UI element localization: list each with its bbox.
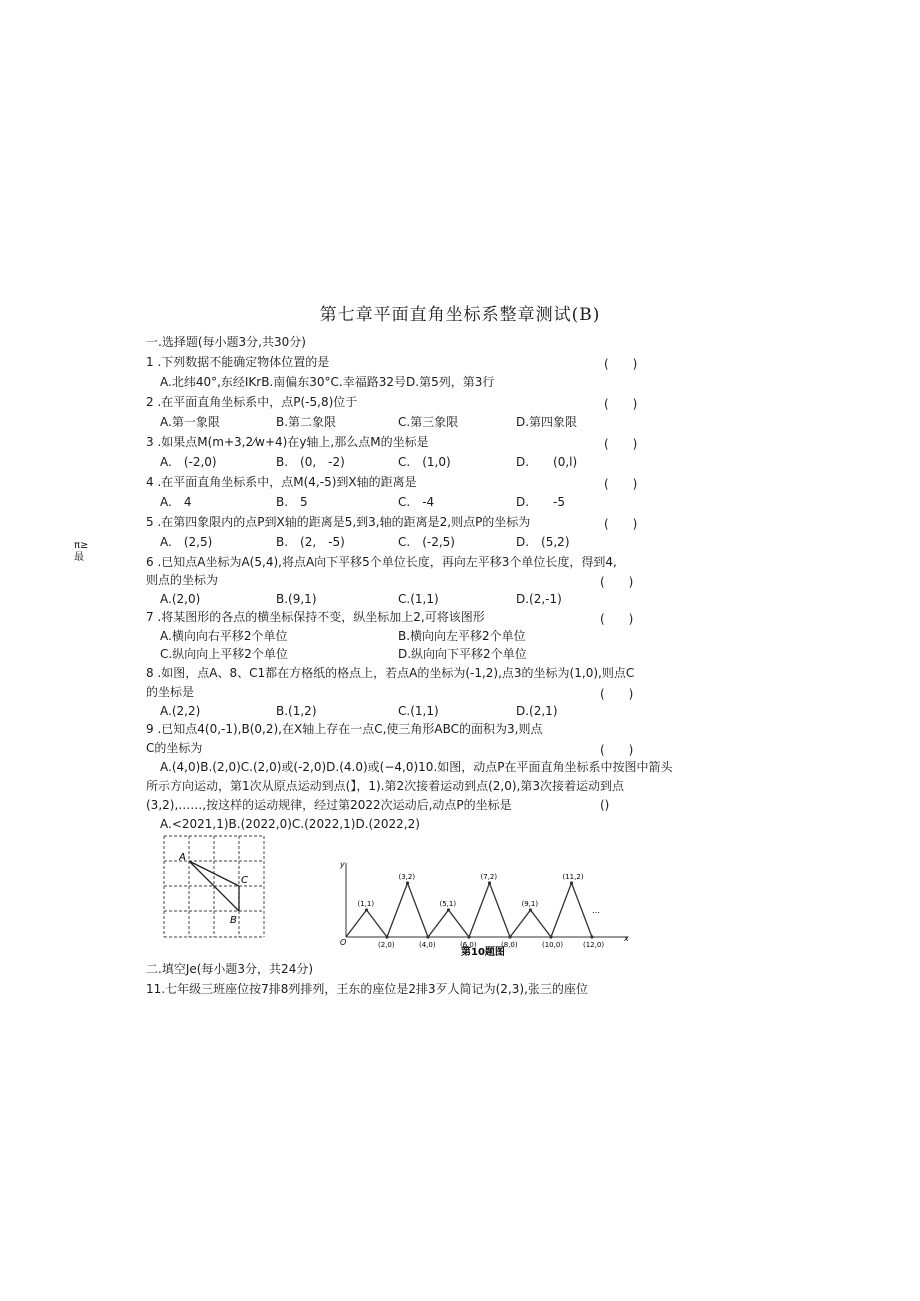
question-text-line: 所示方向运动，第1次从原点运动到点(】，1).第2次接着运动到点(2,0),第3次接着运动到点 <box>146 779 624 793</box>
peak-label: (1,1) <box>357 900 375 908</box>
option-b: B. (0, -2) <box>276 455 345 469</box>
section-heading: 二.填空Je(每小题3分，共24分) <box>146 962 314 976</box>
peak-label: (3,2) <box>398 873 416 881</box>
option-c: C. (-2,5) <box>398 535 455 549</box>
option-d: D. (0,l) <box>516 455 578 469</box>
path-point <box>529 908 532 911</box>
base-label: (10,0) <box>542 941 564 949</box>
question-stem: 7 .将某图形的各点的横坐标保持不变，纵坐标加上2,可将该图形 <box>146 610 485 624</box>
path-point <box>467 935 470 938</box>
option-d: D. -5 <box>516 495 566 509</box>
option-a: A.(2,2) <box>160 704 201 718</box>
option-c: C.(1,1) <box>398 704 439 718</box>
x-axis-label: x <box>624 934 629 943</box>
option-b: B.(9,1) <box>276 592 317 606</box>
answer-blank: ( ) <box>604 397 638 411</box>
option-c: C.纵向向上平移2个单位 <box>160 647 288 661</box>
option-d: D.(2,-1) <box>516 592 562 606</box>
path-point <box>406 881 409 884</box>
question-stem: 9 .已知点4(0,-1),B(0,2),在X轴上存在一点C,使三角形ABC的面积为3,则点 <box>146 722 543 736</box>
label-a: A <box>179 852 186 863</box>
path-point <box>488 881 491 884</box>
option-c: C.(1,1) <box>398 592 439 606</box>
answer-blank: ( ) <box>600 743 634 757</box>
base-label: (4,0) <box>419 941 436 949</box>
path-point <box>426 935 429 938</box>
question-stem: 1 .下列数据不能确定物体位置的是 <box>146 355 330 369</box>
base-label: (12,0) <box>583 941 605 949</box>
question-options: A.北纬40°,东经IKrB.南偏东30°C.幸福路32号D.第5列，第3行 <box>160 375 495 389</box>
figure-caption: 第10题图 <box>461 947 505 958</box>
question-text-line: A.(4,0)B.(2,0)C.(2,0)或(-2,0)D.(4.0)或(−4,0)10.如图，动点P在平面直角坐标系中按图中箭头 <box>160 760 673 774</box>
option-a: A. (-2,0) <box>160 455 217 469</box>
grid-figure <box>160 833 272 941</box>
answer-blank: ( ) <box>604 437 638 451</box>
option-a: A.第一象限 <box>160 415 220 429</box>
peak-label: (7,2) <box>480 873 498 881</box>
answer-blank: ( ) <box>600 575 634 589</box>
option-b: B. 5 <box>276 495 308 509</box>
question-stem-cont: 的坐标是 <box>146 685 195 699</box>
option-a: A.横向向右平移2个单位 <box>160 629 288 643</box>
option-b: B.(1,2) <box>276 704 317 718</box>
option-d: D. (5,2) <box>516 535 570 549</box>
option-a: A. 4 <box>160 495 192 509</box>
option-a: A. (2,5) <box>160 535 213 549</box>
question-stem-cont: C的坐标为 <box>146 741 203 755</box>
question-stem: 8 .如图，点A、8、C1都在方格纸的格点上，若点A的坐标为(-1,2),点3的坐标为(1,0),则点C <box>146 666 635 680</box>
path-point <box>570 881 573 884</box>
answer-blank: () <box>600 798 610 812</box>
option-b: B.第二象限 <box>276 415 337 429</box>
path-point <box>590 935 593 938</box>
peak-label: (9,1) <box>521 900 539 908</box>
ellipsis: … <box>592 906 600 915</box>
section-heading: 一.选择题(每小题3分,共30分) <box>146 335 306 349</box>
base-label: (8,0) <box>501 941 518 949</box>
option-c: C.第三象限 <box>398 415 459 429</box>
question-stem: 4 .在平面直角坐标系中，点M(4,-5)到X轴的距离是 <box>146 475 417 489</box>
answer-blank: ( ) <box>600 612 634 626</box>
y-axis-label: y <box>340 860 345 869</box>
path-point <box>508 935 511 938</box>
path-point <box>447 908 450 911</box>
paper-title: 第七章平面直角坐标系整章测试(B) <box>319 305 601 325</box>
path-point <box>385 935 388 938</box>
answer-blank: ( ) <box>604 357 638 371</box>
option-b: B. (2, -5) <box>276 535 345 549</box>
base-label: (6,0) <box>460 941 477 949</box>
question-stem: 2 .在平面直角坐标系中，点P(-5,8)位于 <box>146 395 358 409</box>
answer-blank: ( ) <box>604 477 638 491</box>
question-stem: 11.七年级三班座位按7排8列排列，王东的座位是2排3歹人简记为(2,3),张三的座位 <box>146 982 588 996</box>
option-a: A.(2,0) <box>160 592 201 606</box>
option-d: D.纵向向下平移2个单位 <box>398 647 527 661</box>
answer-blank: ( ) <box>600 687 634 701</box>
path-point <box>549 935 552 938</box>
path-point <box>365 908 368 911</box>
question-stem: 5 .在第四象限内的点P到X轴的距离是5,到3,轴的距离是2,则点P的坐标为 <box>146 515 531 529</box>
motion-path <box>346 883 592 937</box>
question-stem-cont: 则点的坐标为 <box>146 573 219 587</box>
label-c: C <box>241 875 248 886</box>
option-b: B.横向向左平移2个单位 <box>398 629 526 643</box>
side-mark: π≥ 最 <box>74 540 89 563</box>
base-label: (2,0) <box>378 941 395 949</box>
option-d: D.第四象限 <box>516 415 578 429</box>
option-d: D.(2,1) <box>516 704 558 718</box>
option-c: C. -4 <box>398 495 435 509</box>
question-text-line: (3,2),……,按这样的运动规律，经过第2022次运动后,动点P的坐标是 <box>146 798 512 812</box>
question-stem: 3 .如果点M(m+3,2⁄w+4)在y轴上,那么点M的坐标是 <box>146 435 429 449</box>
q10-figure <box>336 855 636 963</box>
origin-label: O <box>340 938 347 947</box>
option-c: C. (1,0) <box>398 455 451 469</box>
question-stem: 6 .已知点A坐标为A(5,4),将点A向下平移5个单位长度，再向左平移3个单位长度，得到4, <box>146 555 617 569</box>
label-b: B <box>230 915 237 926</box>
question-options: A.<2021,1)B.(2022,0)C.(2022,1)D.(2022,2) <box>160 817 420 831</box>
peak-label: (5,1) <box>439 900 457 908</box>
peak-label: (11,2) <box>562 873 584 881</box>
answer-blank: ( ) <box>604 517 638 531</box>
